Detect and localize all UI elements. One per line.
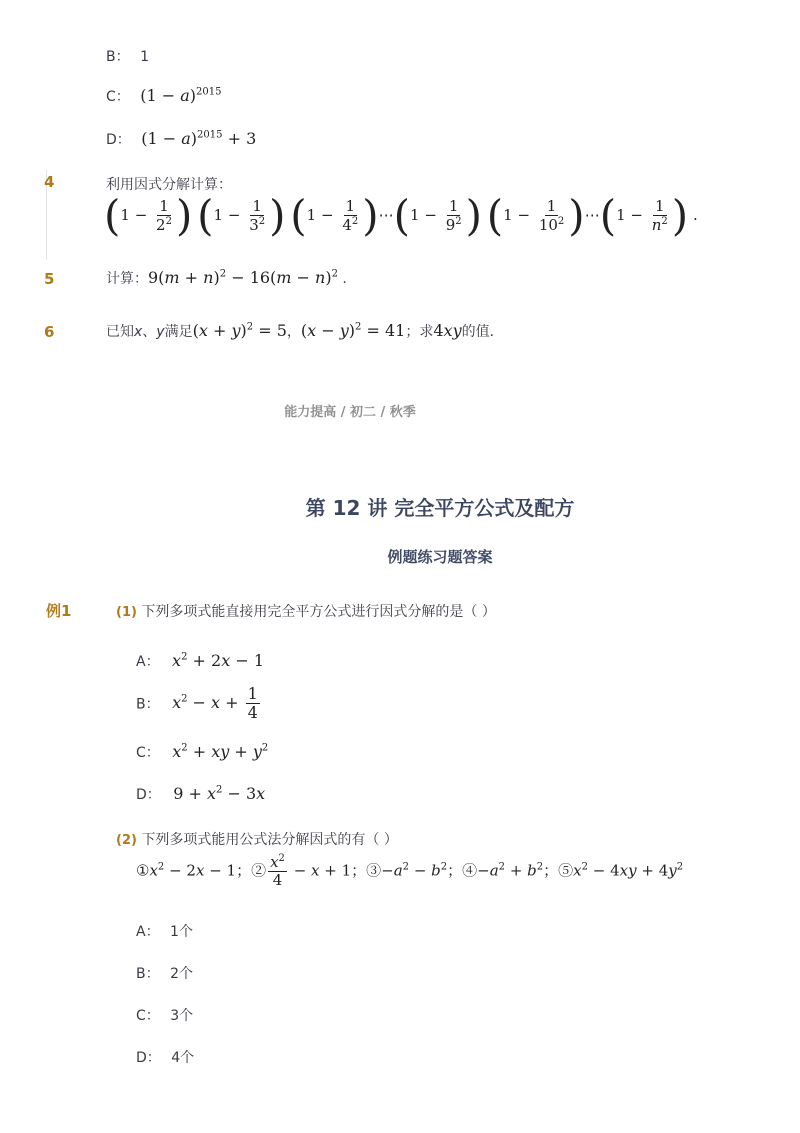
question-text: 计算： (106, 271, 148, 287)
question-text: ；求 (405, 324, 434, 340)
page-footer: 能力提高 / 初二 / 秋季 (284, 405, 416, 420)
question-text: 已知 (106, 324, 134, 340)
product-expression: (1 − $\frac{1}{2^2}$ ) (1 − $\frac{1}{3^2}$ ) (1 − $\frac{1}{4^2}$ )⋯(1 − $\frac{1}{9^2}$ ) (1 − $\frac{1}{10^2}$ )⋯(1 − $\frac{1}{n^2}$ ) . (104, 191, 698, 240)
option-a (136, 651, 264, 671)
option-d-prev (106, 129, 256, 149)
option-label: D： (106, 132, 131, 148)
option-math: $x^2 + 2x - 1$ (172, 651, 264, 670)
question-6: 已知x、y满足$(x + y)^2 = 5$，$(x - y)^2 = 41$；求4xy的值． (106, 321, 504, 340)
part-number: (1) (116, 605, 137, 620)
option-c (136, 742, 268, 762)
option-text: 3个 (170, 1008, 194, 1024)
option-label: A： (136, 924, 160, 940)
option-label: C： (136, 1008, 160, 1024)
option-math: $(1 - a)^{2015} + 3$ (141, 129, 257, 148)
option-label: B： (136, 696, 160, 713)
question-text: 的值． (461, 324, 504, 340)
question-math: $9(m + n)^2 - 16(m - n)^2$ (148, 268, 338, 287)
part-number: (2) (116, 833, 137, 848)
option-text: 1 (140, 49, 149, 65)
option-label: D： (136, 787, 161, 803)
option-label: C： (136, 745, 160, 761)
chapter-title: 第 12 讲 完全平方公式及配方 (305, 496, 575, 520)
question-text: 利用因式分解计算： (106, 177, 232, 193)
part-text: 下列多项式能直接用完全平方公式进行因式分解的是（ ） (141, 604, 496, 620)
option-d (136, 784, 265, 804)
option-b (136, 963, 193, 983)
section-subtitle: 例题练习题答案 (387, 548, 493, 566)
question-number: 5 (44, 270, 55, 288)
option-text: 4个 (171, 1050, 195, 1066)
option-c (136, 1005, 193, 1025)
option-math: $(1 - a)^{2015}$ (140, 86, 222, 105)
option-label: D： (136, 1050, 161, 1066)
option-math: $x^2$ + xy + $y^2$ (172, 742, 269, 761)
question-text: 满足 (164, 324, 193, 340)
question-5: 计算：$9(m + n)^2 - 16(m - n)^2$ . (106, 268, 347, 287)
option-text: 1个 (170, 924, 193, 940)
option-b (136, 685, 262, 723)
option-math: $x^2 - x$ + $\frac{1}{4}$ (172, 684, 258, 723)
example-label: 例1 (46, 602, 72, 620)
option-b-prev (106, 46, 149, 66)
option-text: 2个 (170, 966, 193, 982)
option-label: C： (106, 89, 130, 105)
option-d (136, 1047, 194, 1067)
option-label: B： (136, 966, 160, 982)
option-label: A： (136, 654, 160, 670)
option-a (136, 921, 193, 941)
option-c-prev (106, 86, 221, 106)
option-math: $9 + x^2 - 3x$ (173, 784, 266, 803)
example-part-1 (116, 601, 496, 621)
question-number: 4 (44, 173, 55, 191)
option-label: B： (106, 49, 130, 65)
polynomial-list: $①x^2 - 2x - 1$；② $\frac{x^2}{4}$ − x + 1；$③-a^2 - b^2$；$④-a^2 + b^2$；$⑤x^2 - 4xy + 4y^2$ (136, 853, 684, 890)
part-text: 下列多项式能用公式法分解因式的有（ ） (141, 832, 398, 848)
example-part-2 (116, 829, 398, 849)
question-number: 6 (44, 323, 55, 341)
